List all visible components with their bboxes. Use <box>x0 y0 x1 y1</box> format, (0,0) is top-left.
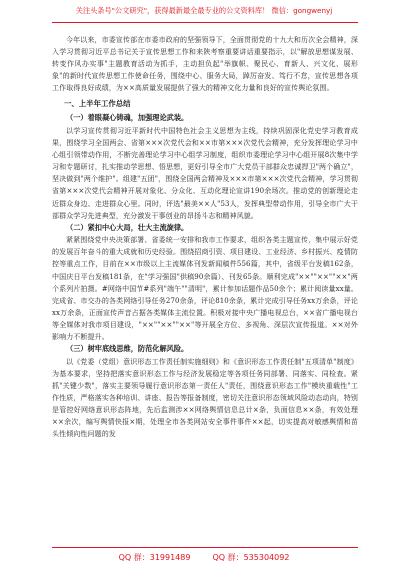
header-divider <box>52 22 358 23</box>
header-banner: 关注头条号"公文研究"，获得最新最全最专业的公文资料库！ 微信：gongwenyj <box>75 6 333 15</box>
document-body <box>52 34 358 440</box>
qq-group-2-number: 535304092 <box>243 553 290 562</box>
subsection-paragraph-2: 紧紧围绕党中央决策部署、省委统一安排和我市工作要求，组织各类主题宣传，集中展示好党的发展百年奋斗的重大成就和历史经验。围绕招商引资、项目建设、工业经济、乡村振兴、疫情防控等重点工作，目前在××市级以上主流媒体刊发新闻稿件556篇，其中，省级平台发稿162条，中国庆日平台发稿181条，在"学习强国"供稿90余篇）、刊发65条。顺利完成"××""××""××"两个系列片拍摄。#网络中国节#系列"端午""清明"，累计参加话题作品50余个；累计阅读量xx量。完成省、市交办的各类网络引导任务270余条，评论810余条，累计完成引导任务xx万余条，评论xx万余条，正面宣传声音占据各类媒体主流位置。积极对接中央广播电视总台，××省广播电视台等全媒体对我市项目建设，"××""××""××"等开展全方位、多视角、深层次宣传报道。××对外影响力不断提升。 <box>52 236 358 341</box>
subsection-heading-2: （二）紧扣中心大局，壮大主流旋律。 <box>66 222 189 232</box>
qq-group-2-label: QQ 群： <box>212 553 244 562</box>
subsection-heading-1: （一）着眼凝心铸魂，加强理论武装。 <box>66 113 189 123</box>
section-heading: 一、上半年工作总结 <box>64 99 131 109</box>
qq-group-1-label: QQ 群： <box>118 553 150 562</box>
footer-divider <box>52 547 358 548</box>
qq-group-1-number: 31991489 <box>149 553 191 562</box>
subsection-paragraph-3: 以《党委（党组）意识形态工作责任制实施细则》和《意识形态工作责任制"五项清单"制度》为基本要求，坚持把落实意识形态工作与经济发展稳定等各项任务同部署、同落实、同检查。紧抓"关键少数"，落实主要领导履行意识形态第一责任人"责任，围绕意识形态工作"模块重载性"工作性质，严格落实各种培训、讲座、报告等报备制度，密切关注意识形态领域风险动态动向，特别是管控好网络意识形态阵地，先后监测涉××网络舆情信息总计×条，负面信息××条，有效处理××余次，编写舆情快报×期，处理全市各类网站安全事件事件××起，切实提高对敏感舆情和苗头性倾向性问题的发 <box>52 357 358 439</box>
intro-paragraph: 今年以来，市委宣传部在市委市政府的坚强领导下，全面贯彻党的十九大和历次全会精神，深入学习贯彻习近平总书记关于宣传思想工作和来陕考察重要讲话重要指示，以"解放思想谋发展、转变作风办实事"主题教育活动为抓手，主动担负起"举旗帜、聚民心、育新人、兴文化、展形象"的新时代宣传思想工作使命任务，围绕中心、服务大局，踔厉奋发、笃行不怠，宣传思想各项工作取得良好成绩，为××高质量发展提供了强大的精神文化力量和良好的宣传舆论氛围。 <box>52 36 358 93</box>
subsection-heading-3: （三）树牢底线思维，防范化解风险。 <box>66 344 189 354</box>
footer-banner <box>0 552 408 563</box>
subsection-paragraph-1: 以学习宣传贯彻习近平新时代中国特色社会主义思想为主线，持续巩固深化党史学习教育成果，围绕学习全国两会、省第×××次党代会和××市第×××次党代会精神，充分发挥理论学习中心组引领带动作用，不断完善理论学习中心组学习制度，组织市委理论学习中心组开展8次集中学习和专题研讨，扎实推动学思想、悟思想，更好引导全市广大党员干部群众忠诚捍卫"两个确立"，坚决做到"两个维护"。组建"五团"，围绕全国两会精神及×××市第×××次党代会精神，学习贯彻省第×××次党代会精神开展对象化、分众化、互动化理论宣讲190余场次。推动党的创新理论走近群众身边、走进群众心里。同时，评选"最美××人"53人，发挥典型带动作用，引导全市广大干部群众学习先进典型，充分激发干事创业的昂扬斗志和精神风貌。 <box>52 126 358 220</box>
